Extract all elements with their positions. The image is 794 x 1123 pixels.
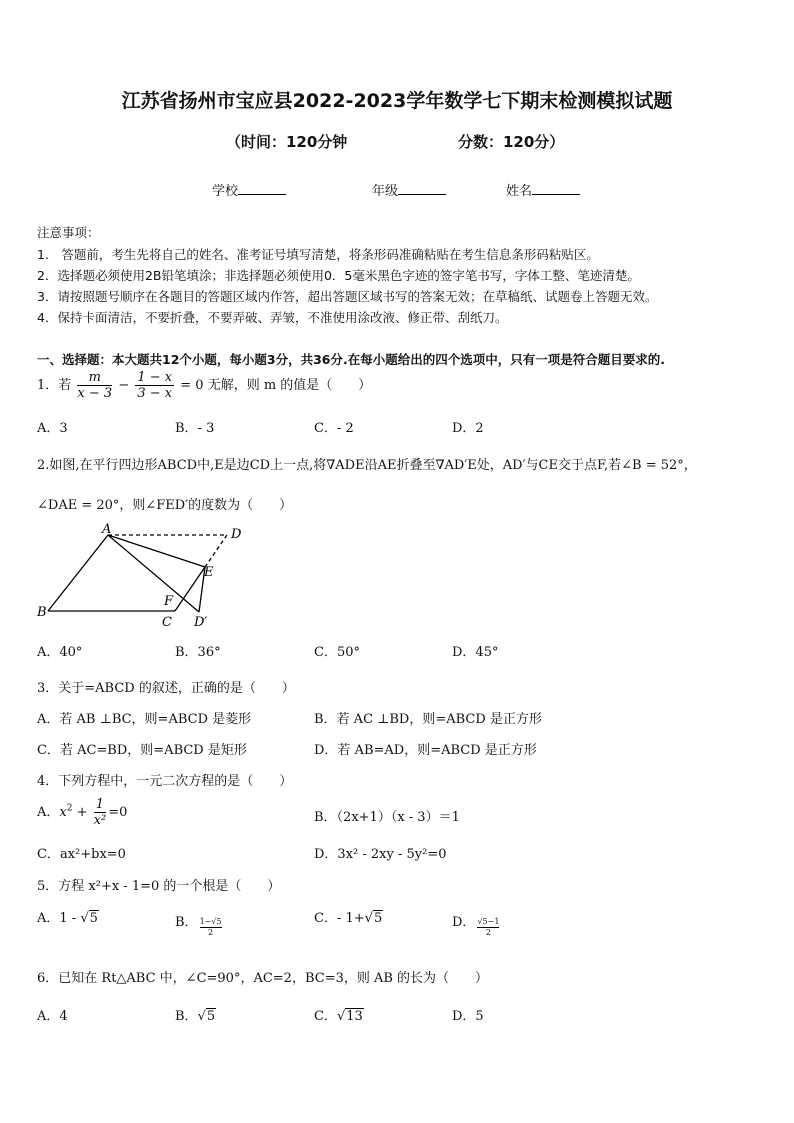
school-field (212, 180, 286, 199)
name-blank (532, 182, 580, 195)
label-d: D (231, 527, 242, 542)
q1-option-a: A．3 (37, 421, 68, 436)
grade-label: 年级 (372, 184, 399, 199)
fraction: $\frac{1}{\text{x²}}$ (93, 797, 107, 828)
q5-option-b: B． $\frac{1-√5}{2}$ (175, 915, 222, 937)
edge-de-dashed (205, 535, 227, 567)
exam-title: 江苏省扬州市宝应县2022-2023学年数学七下期末检测模拟试题 (121, 90, 673, 112)
q3-option-c: C．若 AC=BD，则=ABCD 是矩形 (37, 743, 247, 758)
label-f: F (164, 594, 174, 609)
note-item: 4．保持卡面清洁，不要折叠，不要弄破、弄皱，不准使用涂改液、修正带、刮纸刀。 (37, 310, 508, 325)
label-a: A (102, 522, 112, 537)
q1-option-b: B．- 3 (175, 421, 215, 436)
q1-option-c: C．- 2 (314, 421, 354, 436)
label-e: E (204, 565, 214, 580)
fraction: $\frac{1 - x}{3 - x}$ (137, 370, 173, 401)
q2-option-d: D．45° (452, 645, 499, 660)
q4-option-a: A．$x^2$ + $\frac{1}{\text{x²}}$ =0 (37, 797, 128, 828)
note-item: 1. 答题前，考生先将自己的姓名、准考证号填写清楚，将条形码准确粘贴在考生信息条形码粘贴区。 (37, 247, 599, 262)
q3-option-a: A．若 AB ⊥BC，则=ABCD 是菱形 (37, 712, 252, 727)
school-blank (238, 182, 286, 195)
label-c: C (162, 615, 172, 630)
grade-blank (398, 182, 446, 195)
q1-option-d: D．2 (452, 421, 484, 436)
edge-ab (48, 535, 108, 611)
label-d-prime: D′ (194, 615, 208, 630)
q4-option-b: B．（2x+1）（x - 3）＝1 (314, 810, 460, 825)
question-6-stem: 6．已知在 Rt△ABC 中，∠C=90°，AC=2，BC=3，则 AB 的长为（ ） (37, 971, 489, 986)
q2-option-b: B．36° (175, 645, 221, 660)
note-item: 3．请按照题号顺序在各题目的答题区域内作答，超出答题区域书写的答案无效；在草稿纸、试题卷上答题无效。 (37, 289, 658, 304)
fold-ae (108, 535, 205, 567)
q3-option-d: D．若 AB=AD，则=ABCD 是正方形 (314, 743, 537, 758)
q2-option-a: A．40° (37, 645, 83, 660)
question-2-line1: 2.如图,在平行四边形ABCD中,E是边CD上一点,将∇ADE沿AE折叠至∇AD′E处，AD′与CE交于点F,若∠B = 52°， (37, 458, 697, 473)
q3-option-b: B．若 AC ⊥BD，则=ABCD 是正方形 (314, 712, 542, 727)
q6-option-b: B．√5 (175, 1009, 216, 1024)
question-3-stem: 3．关于=ABCD 的叙述，正确的是（ ） (37, 681, 295, 696)
grade-field (372, 180, 446, 199)
q6-option-a: A．4 (37, 1009, 68, 1024)
school-label: 学校 (212, 184, 239, 199)
section-heading: 一、选择题：本大题共12个小题，每小题3分，共36分.在每小题给出的四个选项中，只有一项是符合题目要求的. (37, 352, 665, 367)
q4-option-c: C．ax²+bx=0 (37, 847, 126, 862)
fraction: $\frac{m}{x - 3}$ (77, 370, 113, 401)
q5-option-c: C．- 1+√5 (314, 911, 383, 926)
edge-ad-prime (108, 535, 199, 612)
q4-option-d: D．3x² - 2xy - 5y²=0 (314, 847, 447, 862)
name-field (506, 180, 580, 199)
label-b: B (37, 605, 47, 620)
exam-time: （时间：120分钟 (226, 133, 348, 151)
question-1-stem: 1．若 $\frac{m}{x - 3}$ − $\frac{1 - x}{3 - x}$ = 0 无解，则 m 的值是（ ） (37, 370, 372, 401)
q6-option-d: D．5 (452, 1009, 484, 1024)
question-4-stem: 4．下列方程中，一元二次方程的是（ ） (37, 774, 293, 789)
note-item: 2．选择题必须使用2B铅笔填涂；非选择题必须使用0．5毫米黑色字迹的签字笔书写，字体工整、笔迹清楚。 (37, 268, 640, 283)
name-label: 姓名 (506, 184, 533, 199)
q5-option-d: D． $\frac{√5-1}{2}$ (452, 915, 500, 937)
question-2-line2: ∠DAE = 20°，则∠FED′的度数为（ ） (37, 498, 293, 513)
question-5-stem: 5．方程 x²+x - 1=0 的一个根是（ ） (37, 879, 281, 894)
q2-option-c: C．50° (314, 645, 360, 660)
parallelogram-figure (34, 522, 254, 630)
q5-option-a: A．1 - √5 (37, 911, 98, 926)
q6-option-c: C．√13 (314, 1009, 363, 1024)
exam-score: 分数：120分） (458, 133, 565, 151)
notes-heading: 注意事项： (37, 225, 100, 240)
